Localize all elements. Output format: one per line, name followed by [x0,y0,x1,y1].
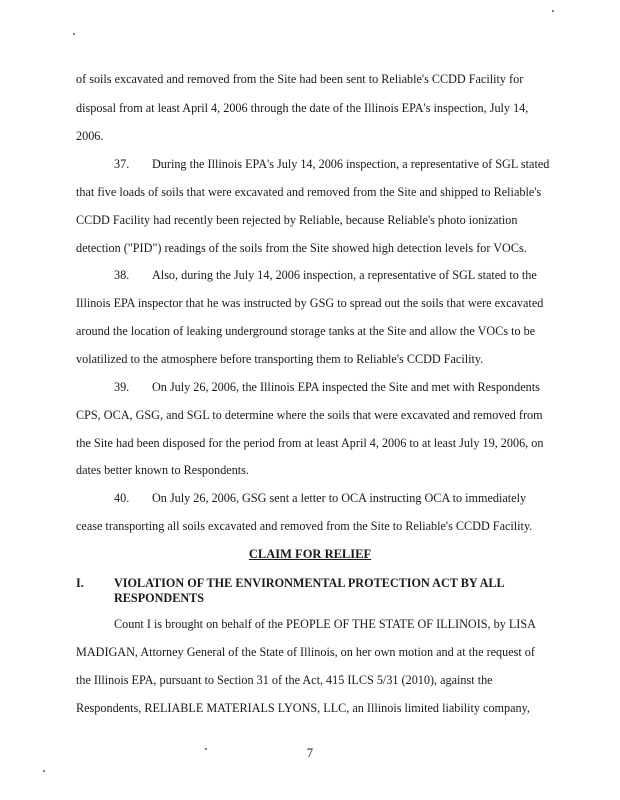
paragraph-number: 37. [114,157,130,171]
section-title: VIOLATION OF THE ENVIRONMENTAL PROTECTION ACT BY ALL RESPONDENTS [114,576,505,605]
body-line: CPS, OCA, GSG, and SGL to determine where the soils that were excavated and removed from [76,408,543,422]
body-line: Illinois EPA inspector that he was instructed by GSG to spread out the soils that were excavated [76,296,544,310]
body-line: of soils excavated and removed from the Site had been sent to Reliable's CCDD Facility for [76,72,524,86]
body-line: CCDD Facility had recently been rejected by Reliable, because Reliable's photo ionization [76,213,518,227]
body-line: Respondents, RELIABLE MATERIALS LYONS, LLC, an Illinois limited liability company, [76,701,530,715]
body-line: the Site had been disposed for the period from at least April 4, 2006 to at least July 19, 2006, on [76,436,544,450]
page-number: 7 [306,746,314,760]
scan-speck [552,10,554,12]
paragraph-number: 40. [114,491,130,505]
body-line: cease transporting all soils excavated and removed from the Site to Reliable's CCDD Facility. [76,519,533,533]
scan-speck [43,770,45,772]
body-line: that five loads of soils that were excavated and removed from the Site and shipped to Reliable's [76,185,542,199]
body-line: detection ("PID") readings of the soils from the Site showed high detection levels for VOCs. [76,241,527,255]
body-line: around the location of leaking underground storage tanks at the Site and allow the VOCs to be [76,324,536,338]
section-number: I. [76,576,84,590]
body-line: the Illinois EPA, pursuant to Section 31 of the Act, 415 ILCS 5/31 (2010), against the [76,673,493,687]
body-line: dates better known to Respondents. [76,463,249,477]
section-heading: CLAIM FOR RELIEF [248,547,372,561]
paragraph-38-first-line: 38. Also, during the July 14, 2006 inspection, a representative of SGL stated to the [114,268,537,282]
paragraph-40-first-line: 40. On July 26, 2006, GSG sent a letter to OCA instructing OCA to immediately [114,491,527,505]
body-line: 2006. [76,129,104,143]
scan-speck [73,33,75,35]
body-line: volatilized to the atmosphere before transporting them to Reliable's CCDD Facility. [76,352,484,366]
paragraph-number: 39. [114,380,130,394]
count-first-line: Count I is brought on behalf of the PEOPLE OF THE STATE OF ILLINOIS, by LISA [114,617,536,631]
paragraph-39-first-line: 39. On July 26, 2006, the Illinois EPA inspected the Site and met with Respondents [114,380,540,394]
paragraph-number: 38. [114,268,130,282]
body-line: disposal from at least April 4, 2006 through the date of the Illinois EPA's inspection, July 14, [76,101,529,115]
paragraph-37-first-line: 37. During the Illinois EPA's July 14, 2006 inspection, a representative of SGL stated [114,157,550,171]
body-line: MADIGAN, Attorney General of the State of Illinois, on her own motion and at the request of [76,645,535,659]
